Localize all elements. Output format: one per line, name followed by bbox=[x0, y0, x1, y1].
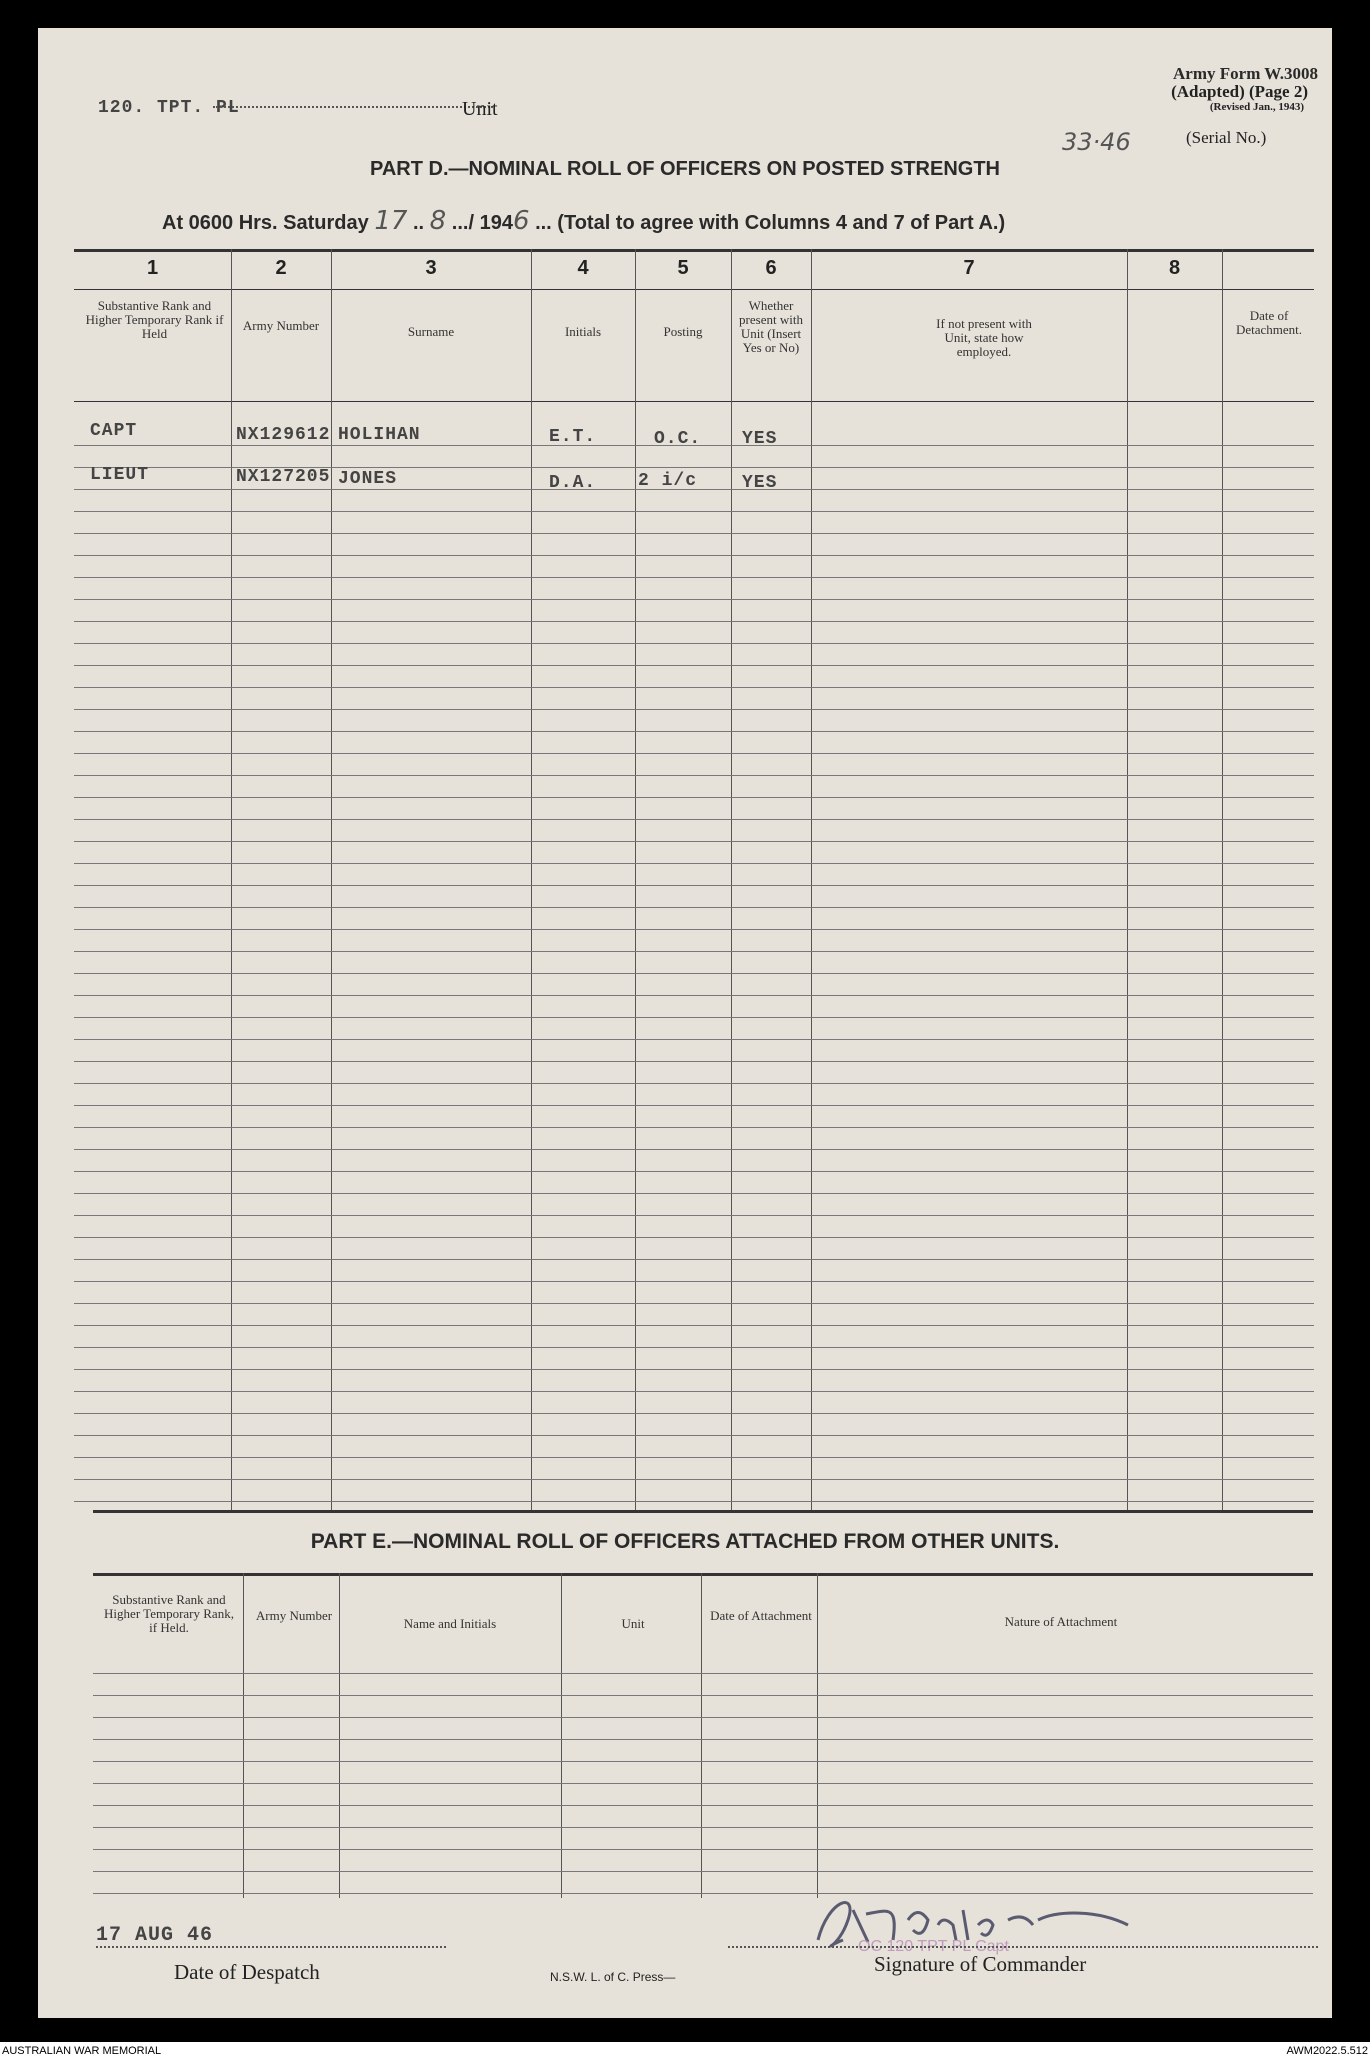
ruled-line bbox=[74, 643, 1314, 644]
header-not-present: If not present with Unit, state how employed. bbox=[936, 316, 1032, 359]
col-number-1: 1 bbox=[146, 257, 159, 279]
ruled-line bbox=[74, 1149, 1314, 1150]
header-rule bbox=[74, 401, 1314, 402]
row2-army-number: NX127205 bbox=[236, 467, 331, 487]
col-divider-8 bbox=[1222, 249, 1223, 1511]
form-name: Army Form W.3008 bbox=[1173, 64, 1318, 83]
ruled-line bbox=[74, 1171, 1314, 1172]
col-number-2: 2 bbox=[275, 257, 287, 279]
part-e-table bbox=[93, 1573, 1313, 1903]
ruled-line bbox=[74, 819, 1314, 820]
time-day: 17 bbox=[374, 206, 408, 236]
ruled-line bbox=[74, 1369, 1314, 1370]
time-prefix: At 0600 Hrs. Saturday bbox=[162, 212, 369, 234]
despatch-label: Date of Despatch bbox=[174, 1960, 320, 1984]
ruled-line bbox=[74, 1259, 1314, 1260]
e-header-unit: Unit bbox=[621, 1616, 645, 1631]
ruled-line bbox=[74, 885, 1314, 886]
ruled-line bbox=[93, 1871, 1313, 1872]
ruled-line bbox=[93, 1695, 1313, 1696]
e-header-nature: Nature of Attachment bbox=[1004, 1614, 1118, 1629]
col-divider-1 bbox=[231, 249, 232, 1511]
col-divider-6 bbox=[811, 249, 812, 1511]
row2-surname: JONES bbox=[338, 469, 398, 489]
credits-strip bbox=[0, 2042, 1370, 2061]
despatch-dotted-line bbox=[96, 1946, 446, 1948]
ruled-line bbox=[93, 1673, 1313, 1674]
row1-posting: O.C. bbox=[654, 429, 702, 449]
ruled-line bbox=[74, 1083, 1314, 1084]
row2-posting: 2 i/c bbox=[638, 471, 698, 491]
serial-label: (Serial No.) bbox=[1186, 128, 1267, 147]
ruled-line bbox=[74, 1457, 1314, 1458]
ruled-line bbox=[74, 1039, 1314, 1040]
ruled-line bbox=[74, 687, 1314, 688]
ruled-line bbox=[74, 797, 1314, 798]
header-present: Whether present with Unit (Insert Yes or No) bbox=[739, 298, 803, 355]
ruled-line bbox=[74, 1017, 1314, 1018]
col-number-4: 4 bbox=[577, 257, 589, 279]
ruled-line bbox=[74, 731, 1314, 732]
header-army-number: Army Number bbox=[242, 318, 320, 333]
part-e-title: PART E.—NOMINAL ROLL OF OFFICERS ATTACHED FROM OTHER UNITS. bbox=[310, 1530, 1060, 1553]
ruled-line bbox=[74, 973, 1314, 974]
header-rank: Substantive Rank and Higher Temporary Rank if Held bbox=[85, 298, 224, 341]
row2-initials: D.A. bbox=[549, 473, 597, 493]
col-divider-7 bbox=[1127, 249, 1128, 1511]
col-divider-4 bbox=[635, 249, 636, 1511]
ruled-line bbox=[74, 1281, 1314, 1282]
e-header-army-number: Army Number bbox=[255, 1608, 333, 1623]
press-imprint: N.S.W. L. of C. Press— bbox=[550, 1970, 676, 1984]
ruled-line bbox=[74, 599, 1314, 600]
ruled-line bbox=[74, 533, 1314, 534]
row1-army-number: NX129612 bbox=[236, 425, 331, 445]
header-detachment: Date of Detachment. bbox=[1235, 308, 1303, 337]
row1-present: YES bbox=[742, 429, 778, 449]
ruled-line bbox=[74, 1325, 1314, 1326]
ruled-line bbox=[74, 1303, 1314, 1304]
ruled-line bbox=[74, 665, 1314, 666]
ruled-line bbox=[74, 511, 1314, 512]
ruled-line bbox=[74, 1061, 1314, 1062]
ruled-line bbox=[93, 1805, 1313, 1806]
col-number-6: 6 bbox=[765, 257, 777, 279]
header-initials: Initials bbox=[564, 324, 602, 339]
row2-rank: LIEUT bbox=[90, 465, 150, 485]
col-number-7: 7 bbox=[963, 257, 975, 279]
col-number-8: 8 bbox=[1168, 257, 1181, 279]
unit-dotted-line bbox=[213, 106, 493, 108]
time-year-digit: 6 bbox=[512, 206, 530, 236]
col-number-5: 5 bbox=[677, 257, 689, 279]
despatch-date: 17 AUG 46 bbox=[96, 1924, 214, 1947]
part-e-top-rule bbox=[93, 1573, 1313, 1576]
ruled-line bbox=[74, 1479, 1314, 1480]
row1-initials: E.T. bbox=[549, 427, 597, 447]
credit-right: AWM2022.5.512 bbox=[1286, 2045, 1368, 2057]
ruled-line bbox=[74, 753, 1314, 754]
col-divider-3 bbox=[531, 249, 532, 1511]
ruled-line bbox=[74, 709, 1314, 710]
ruled-line bbox=[74, 907, 1314, 908]
signature-dotted-line bbox=[728, 1946, 1318, 1948]
form-revised: (Revised Jan., 1943) bbox=[1209, 101, 1304, 113]
unit-value: 120. TPT. PL bbox=[98, 98, 240, 118]
ruled-line bbox=[93, 1827, 1313, 1828]
part-d-title: PART D.—NOMINAL ROLL OF OFFICERS ON POSTED STRENGTH bbox=[369, 158, 1000, 180]
ruled-line bbox=[74, 555, 1314, 556]
ruled-line bbox=[74, 1501, 1314, 1502]
ruled-line bbox=[74, 1347, 1314, 1348]
row1-rank: CAPT bbox=[90, 421, 138, 441]
time-suffix: (Total to agree with Columns 4 and 7 of Part A.) bbox=[557, 212, 1006, 234]
col-divider-5 bbox=[731, 249, 732, 1511]
ruled-line bbox=[93, 1717, 1313, 1718]
unit-label: Unit bbox=[462, 98, 498, 120]
ruled-line bbox=[74, 951, 1314, 952]
ruled-line bbox=[74, 1127, 1314, 1128]
ruled-line bbox=[74, 841, 1314, 842]
ruled-line bbox=[74, 1413, 1314, 1414]
ruled-line bbox=[93, 1761, 1313, 1762]
e-header-date: Date of Attachment bbox=[710, 1608, 812, 1623]
ruled-line bbox=[74, 1391, 1314, 1392]
ruled-line bbox=[93, 1739, 1313, 1740]
header-surname: Surname bbox=[407, 324, 455, 339]
time-year-prefix: 194 bbox=[479, 212, 513, 234]
ruled-line bbox=[74, 1435, 1314, 1436]
ruled-line bbox=[74, 1105, 1314, 1106]
ruled-line bbox=[74, 1193, 1314, 1194]
part-d-time-line: At 0600 Hrs. Saturday 17 .. 8 .../ 1946 ... (Total to agree with Columns 4 and 7 of Part A.) bbox=[162, 206, 1006, 236]
part-d-bottom-rule bbox=[93, 1510, 1313, 1513]
unit-stamp: OC 120 TPT PL Capt bbox=[858, 1938, 1009, 1955]
col-divider-2 bbox=[331, 249, 332, 1511]
ruled-line bbox=[74, 995, 1314, 996]
ruled-line bbox=[74, 775, 1314, 776]
ruled-line bbox=[74, 929, 1314, 930]
serial-number: 33·46 bbox=[1062, 128, 1131, 156]
ruled-line bbox=[93, 1849, 1313, 1850]
e-header-rank: Substantive Rank and Higher Temporary Rank, if Held. bbox=[104, 1592, 234, 1635]
ruled-line bbox=[74, 1215, 1314, 1216]
number-row-rule bbox=[74, 289, 1314, 290]
part-d-table bbox=[74, 249, 1314, 1514]
ruled-line bbox=[74, 863, 1314, 864]
time-month: 8 bbox=[429, 206, 447, 236]
row2-present: YES bbox=[742, 473, 778, 493]
ruled-line bbox=[74, 577, 1314, 578]
ruled-line bbox=[74, 621, 1314, 622]
header-posting: Posting bbox=[663, 324, 703, 339]
row1-surname: HOLIHAN bbox=[338, 425, 421, 445]
signature-label: Signature of Commander bbox=[874, 1952, 1087, 1976]
col-number-3: 3 bbox=[425, 257, 437, 279]
part-d-top-rule bbox=[74, 249, 1314, 252]
form-page bbox=[38, 28, 1332, 2018]
ruled-line bbox=[93, 1783, 1313, 1784]
form-adapted: (Adapted) (Page 2) bbox=[1171, 82, 1308, 101]
credit-left: AUSTRALIAN WAR MEMORIAL bbox=[2, 2045, 162, 2057]
ruled-line bbox=[74, 1237, 1314, 1238]
e-header-name: Name and Initials bbox=[403, 1616, 497, 1631]
